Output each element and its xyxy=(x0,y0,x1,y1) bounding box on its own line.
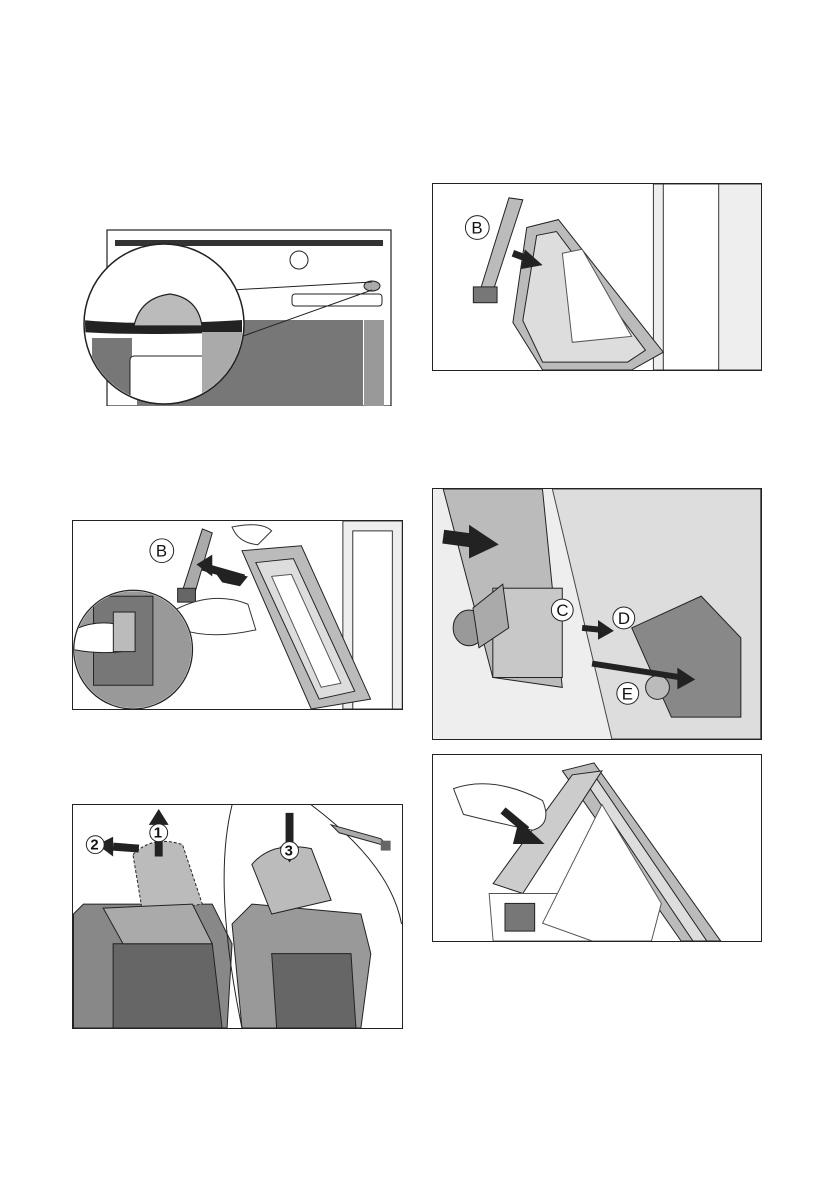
hinge-detail-drawing xyxy=(433,489,761,739)
step-label-2: 2 xyxy=(90,837,99,854)
remove-cover-figure-left xyxy=(72,520,403,710)
remove-cover-right-drawing xyxy=(433,184,761,370)
step-label-3: 3 xyxy=(284,843,293,860)
step-label-1: 1 xyxy=(153,825,163,842)
refit-cover-drawing xyxy=(433,755,761,941)
label-b-right: B xyxy=(471,218,483,238)
label-e: E xyxy=(621,684,634,704)
label-d: D xyxy=(617,608,631,628)
hinge-detail-figure xyxy=(432,488,762,740)
label-c: C xyxy=(556,600,569,620)
label-b-left: B xyxy=(155,541,168,561)
oven-panel-illustration xyxy=(82,228,394,406)
clip-steps-figure xyxy=(72,804,403,1029)
clip-steps-drawing xyxy=(73,805,402,1028)
refit-cover-figure xyxy=(432,754,762,942)
remove-cover-figure-right xyxy=(432,183,762,371)
oven-panel-drawing xyxy=(82,228,394,406)
remove-cover-left-drawing xyxy=(73,521,402,709)
